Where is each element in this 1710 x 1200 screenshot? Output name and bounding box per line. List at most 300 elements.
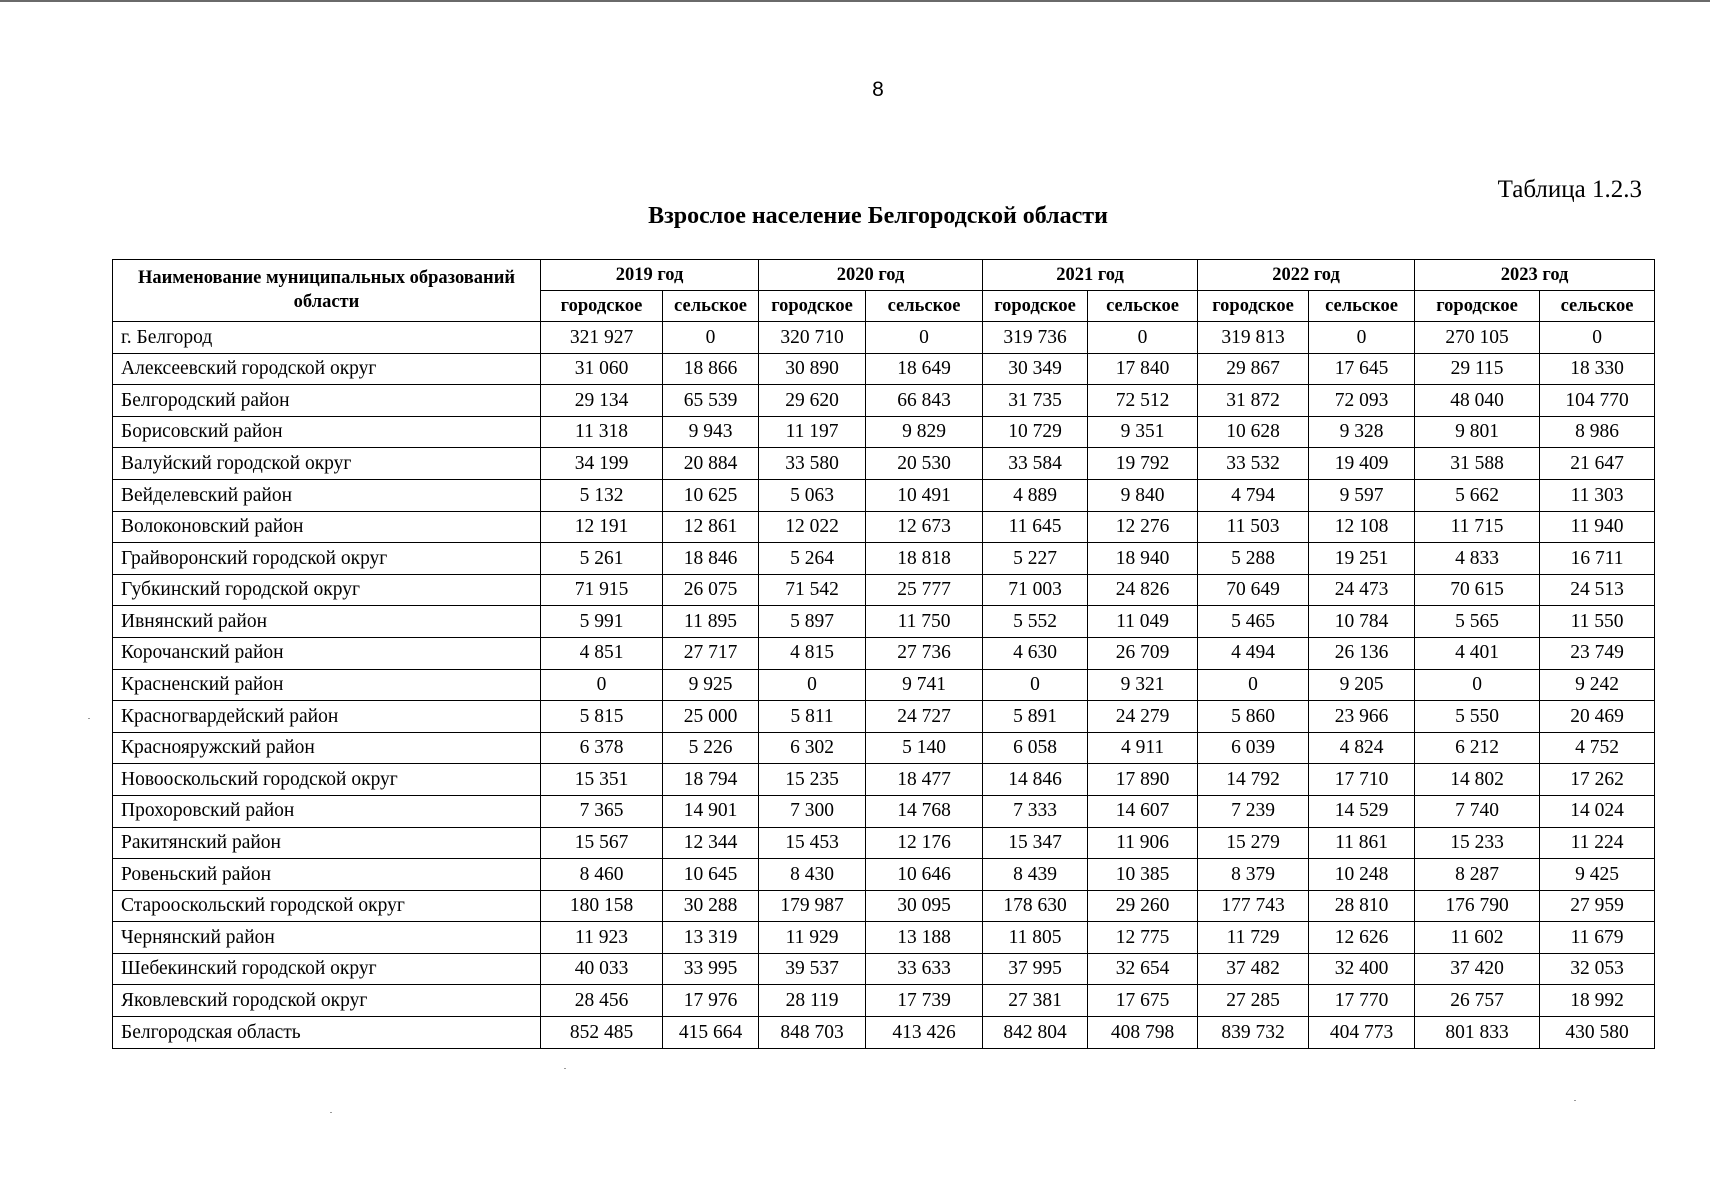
urban-value-cell: 9 801 <box>1415 416 1540 448</box>
rural-value-cell: 0 <box>1088 322 1198 354</box>
rural-value-cell: 12 861 <box>663 511 759 543</box>
rural-value-cell: 9 328 <box>1309 416 1415 448</box>
rural-value-cell: 11 303 <box>1540 479 1655 511</box>
rural-value-cell: 14 529 <box>1309 795 1415 827</box>
rural-value-cell: 18 794 <box>663 764 759 796</box>
table-row <box>113 701 1655 733</box>
table-row <box>113 322 1655 354</box>
urban-value-cell: 6 378 <box>541 732 663 764</box>
rural-value-cell: 17 645 <box>1309 353 1415 385</box>
rural-value-cell: 18 992 <box>1540 985 1655 1017</box>
urban-value-cell: 5 261 <box>541 543 663 575</box>
rural-value-cell: 26 136 <box>1309 637 1415 669</box>
urban-value-cell: 27 285 <box>1198 985 1309 1017</box>
rural-value-cell: 11 224 <box>1540 827 1655 859</box>
rural-value-cell: 17 675 <box>1088 985 1198 1017</box>
rural-value-cell: 19 409 <box>1309 448 1415 480</box>
urban-value-cell: 4 833 <box>1415 543 1540 575</box>
urban-value-cell: 5 264 <box>759 543 866 575</box>
table-row <box>113 764 1655 796</box>
urban-value-cell: 848 703 <box>759 1017 866 1049</box>
urban-value-cell: 5 860 <box>1198 701 1309 733</box>
column-header-urban: городское <box>983 291 1088 322</box>
urban-value-cell: 8 430 <box>759 859 866 891</box>
urban-value-cell: 852 485 <box>541 1017 663 1049</box>
urban-value-cell: 11 645 <box>983 511 1088 543</box>
urban-value-cell: 33 580 <box>759 448 866 480</box>
urban-value-cell: 5 063 <box>759 479 866 511</box>
rural-value-cell: 65 539 <box>663 385 759 417</box>
urban-value-cell: 0 <box>541 669 663 701</box>
rural-value-cell: 33 995 <box>663 953 759 985</box>
urban-value-cell: 0 <box>759 669 866 701</box>
page-number: 8 <box>872 78 884 101</box>
rural-value-cell: 10 625 <box>663 479 759 511</box>
rural-value-cell: 9 597 <box>1309 479 1415 511</box>
urban-value-cell: 5 897 <box>759 606 866 638</box>
urban-value-cell: 319 813 <box>1198 322 1309 354</box>
rural-value-cell: 11 750 <box>866 606 983 638</box>
rural-value-cell: 30 095 <box>866 890 983 922</box>
rural-value-cell: 14 901 <box>663 795 759 827</box>
municipality-name-cell: Краснояружский район <box>113 732 541 764</box>
rural-value-cell: 23 966 <box>1309 701 1415 733</box>
rural-value-cell: 17 710 <box>1309 764 1415 796</box>
urban-value-cell: 37 420 <box>1415 953 1540 985</box>
rural-value-cell: 9 205 <box>1309 669 1415 701</box>
rural-value-cell: 24 826 <box>1088 574 1198 606</box>
rural-value-cell: 27 736 <box>866 637 983 669</box>
urban-value-cell: 5 662 <box>1415 479 1540 511</box>
urban-value-cell: 29 134 <box>541 385 663 417</box>
urban-value-cell: 15 351 <box>541 764 663 796</box>
rural-value-cell: 24 513 <box>1540 574 1655 606</box>
rural-value-cell: 18 940 <box>1088 543 1198 575</box>
rural-value-cell: 11 940 <box>1540 511 1655 543</box>
rural-value-cell: 10 646 <box>866 859 983 891</box>
rural-value-cell: 9 242 <box>1540 669 1655 701</box>
rural-value-cell: 17 840 <box>1088 353 1198 385</box>
rural-value-cell: 9 840 <box>1088 479 1198 511</box>
urban-value-cell: 4 494 <box>1198 637 1309 669</box>
urban-value-cell: 27 381 <box>983 985 1088 1017</box>
rural-value-cell: 17 739 <box>866 985 983 1017</box>
urban-value-cell: 37 482 <box>1198 953 1309 985</box>
rural-value-cell: 404 773 <box>1309 1017 1415 1049</box>
rural-value-cell: 17 890 <box>1088 764 1198 796</box>
rural-value-cell: 72 512 <box>1088 385 1198 417</box>
rural-value-cell: 18 477 <box>866 764 983 796</box>
urban-value-cell: 11 715 <box>1415 511 1540 543</box>
urban-value-cell: 7 365 <box>541 795 663 827</box>
municipality-name-cell: Старооскольский городской округ <box>113 890 541 922</box>
urban-value-cell: 31 735 <box>983 385 1088 417</box>
rural-value-cell: 18 846 <box>663 543 759 575</box>
urban-value-cell: 5 550 <box>1415 701 1540 733</box>
urban-value-cell: 71 542 <box>759 574 866 606</box>
municipality-name-cell: Борисовский район <box>113 416 541 448</box>
urban-value-cell: 321 927 <box>541 322 663 354</box>
column-header-rural: сельское <box>1309 291 1415 322</box>
urban-value-cell: 11 729 <box>1198 922 1309 954</box>
municipality-name-cell: Яковлевский городской округ <box>113 985 541 1017</box>
urban-value-cell: 8 379 <box>1198 859 1309 891</box>
table-row <box>113 732 1655 764</box>
column-header-year: 2019 год <box>541 260 759 291</box>
urban-value-cell: 12 191 <box>541 511 663 543</box>
rural-value-cell: 104 770 <box>1540 385 1655 417</box>
rural-value-cell: 12 276 <box>1088 511 1198 543</box>
rural-value-cell: 0 <box>663 322 759 354</box>
urban-value-cell: 177 743 <box>1198 890 1309 922</box>
municipality-name-cell: Волоконовский район <box>113 511 541 543</box>
urban-value-cell: 5 552 <box>983 606 1088 638</box>
rural-value-cell: 17 976 <box>663 985 759 1017</box>
scan-speck <box>88 718 90 719</box>
urban-value-cell: 801 833 <box>1415 1017 1540 1049</box>
table-label: Таблица 1.2.3 <box>1497 176 1642 203</box>
table-row <box>113 448 1655 480</box>
rural-value-cell: 413 426 <box>866 1017 983 1049</box>
urban-value-cell: 6 058 <box>983 732 1088 764</box>
column-header-urban: городское <box>541 291 663 322</box>
rural-value-cell: 9 321 <box>1088 669 1198 701</box>
urban-value-cell: 180 158 <box>541 890 663 922</box>
urban-value-cell: 8 439 <box>983 859 1088 891</box>
urban-value-cell: 0 <box>1198 669 1309 701</box>
municipality-name-cell: Новооскольский городской округ <box>113 764 541 796</box>
urban-value-cell: 6 212 <box>1415 732 1540 764</box>
urban-value-cell: 5 465 <box>1198 606 1309 638</box>
rural-value-cell: 17 770 <box>1309 985 1415 1017</box>
urban-value-cell: 39 537 <box>759 953 866 985</box>
municipality-name-cell: Прохоровский район <box>113 795 541 827</box>
table-title: Взрослое население Белгородской области <box>648 203 1108 229</box>
urban-value-cell: 31 588 <box>1415 448 1540 480</box>
urban-value-cell: 14 846 <box>983 764 1088 796</box>
municipality-name-cell: Чернянский район <box>113 922 541 954</box>
table-row <box>113 985 1655 1017</box>
urban-value-cell: 179 987 <box>759 890 866 922</box>
table-row <box>113 574 1655 606</box>
urban-value-cell: 28 119 <box>759 985 866 1017</box>
rural-value-cell: 24 727 <box>866 701 983 733</box>
rural-value-cell: 23 749 <box>1540 637 1655 669</box>
rural-value-cell: 0 <box>866 322 983 354</box>
table-row <box>113 479 1655 511</box>
urban-value-cell: 14 792 <box>1198 764 1309 796</box>
urban-value-cell: 11 503 <box>1198 511 1309 543</box>
urban-value-cell: 31 060 <box>541 353 663 385</box>
urban-value-cell: 6 302 <box>759 732 866 764</box>
scan-speck <box>564 1068 566 1069</box>
municipality-name-cell: Белгородская область <box>113 1017 541 1049</box>
rural-value-cell: 72 093 <box>1309 385 1415 417</box>
urban-value-cell: 29 620 <box>759 385 866 417</box>
urban-value-cell: 4 401 <box>1415 637 1540 669</box>
municipality-name-cell: г. Белгород <box>113 322 541 354</box>
rural-value-cell: 10 385 <box>1088 859 1198 891</box>
urban-value-cell: 11 923 <box>541 922 663 954</box>
urban-value-cell: 33 584 <box>983 448 1088 480</box>
urban-value-cell: 0 <box>983 669 1088 701</box>
scan-speck <box>1574 1100 1576 1101</box>
rural-value-cell: 14 024 <box>1540 795 1655 827</box>
rural-value-cell: 14 768 <box>866 795 983 827</box>
urban-value-cell: 842 804 <box>983 1017 1088 1049</box>
table-row <box>113 922 1655 954</box>
rural-value-cell: 12 673 <box>866 511 983 543</box>
urban-value-cell: 10 628 <box>1198 416 1309 448</box>
urban-value-cell: 270 105 <box>1415 322 1540 354</box>
rural-value-cell: 10 645 <box>663 859 759 891</box>
header-row-years <box>113 260 1655 291</box>
column-header-rural: сельское <box>1540 291 1655 322</box>
urban-value-cell: 5 288 <box>1198 543 1309 575</box>
municipality-name-cell: Красногвардейский район <box>113 701 541 733</box>
urban-value-cell: 8 287 <box>1415 859 1540 891</box>
rural-value-cell: 9 943 <box>663 416 759 448</box>
rural-value-cell: 24 279 <box>1088 701 1198 733</box>
urban-value-cell: 30 890 <box>759 353 866 385</box>
municipality-name-cell: Грайворонский городской округ <box>113 543 541 575</box>
column-header-rural: сельское <box>663 291 759 322</box>
urban-value-cell: 30 349 <box>983 353 1088 385</box>
column-header-rural: сельское <box>1088 291 1198 322</box>
rural-value-cell: 20 530 <box>866 448 983 480</box>
rural-value-cell: 0 <box>1309 322 1415 354</box>
urban-value-cell: 5 991 <box>541 606 663 638</box>
column-header-urban: городское <box>759 291 866 322</box>
rural-value-cell: 11 049 <box>1088 606 1198 638</box>
municipality-name-cell: Красненский район <box>113 669 541 701</box>
urban-value-cell: 4 889 <box>983 479 1088 511</box>
rural-value-cell: 16 711 <box>1540 543 1655 575</box>
rural-value-cell: 32 053 <box>1540 953 1655 985</box>
municipality-name-cell: Вейделевский район <box>113 479 541 511</box>
rural-value-cell: 9 425 <box>1540 859 1655 891</box>
rural-value-cell: 19 792 <box>1088 448 1198 480</box>
urban-value-cell: 15 279 <box>1198 827 1309 859</box>
rural-value-cell: 26 075 <box>663 574 759 606</box>
urban-value-cell: 11 805 <box>983 922 1088 954</box>
urban-value-cell: 5 227 <box>983 543 1088 575</box>
column-header-rural: сельское <box>866 291 983 322</box>
urban-value-cell: 5 811 <box>759 701 866 733</box>
urban-value-cell: 5 565 <box>1415 606 1540 638</box>
rural-value-cell: 408 798 <box>1088 1017 1198 1049</box>
rural-value-cell: 11 861 <box>1309 827 1415 859</box>
table-row <box>113 385 1655 417</box>
rural-value-cell: 11 906 <box>1088 827 1198 859</box>
column-header-year: 2020 год <box>759 260 983 291</box>
rural-value-cell: 5 140 <box>866 732 983 764</box>
column-header-year: 2021 год <box>983 260 1198 291</box>
rural-value-cell: 13 188 <box>866 922 983 954</box>
rural-value-cell: 33 633 <box>866 953 983 985</box>
municipality-name-cell: Ровеньский район <box>113 859 541 891</box>
urban-value-cell: 26 757 <box>1415 985 1540 1017</box>
urban-value-cell: 15 453 <box>759 827 866 859</box>
urban-value-cell: 11 318 <box>541 416 663 448</box>
table-row <box>113 606 1655 638</box>
column-header-name: Наименование муниципальных образований области <box>113 260 541 322</box>
rural-value-cell: 12 344 <box>663 827 759 859</box>
urban-value-cell: 14 802 <box>1415 764 1540 796</box>
urban-value-cell: 8 460 <box>541 859 663 891</box>
urban-value-cell: 37 995 <box>983 953 1088 985</box>
rural-value-cell: 9 741 <box>866 669 983 701</box>
urban-value-cell: 48 040 <box>1415 385 1540 417</box>
urban-value-cell: 29 867 <box>1198 353 1309 385</box>
urban-value-cell: 178 630 <box>983 890 1088 922</box>
rural-value-cell: 21 647 <box>1540 448 1655 480</box>
population-table <box>112 259 1655 1049</box>
urban-value-cell: 15 235 <box>759 764 866 796</box>
municipality-name-cell: Алексеевский городской округ <box>113 353 541 385</box>
rural-value-cell: 66 843 <box>866 385 983 417</box>
urban-value-cell: 71 003 <box>983 574 1088 606</box>
table-body <box>113 322 1655 1049</box>
urban-value-cell: 70 649 <box>1198 574 1309 606</box>
column-header-urban: городское <box>1415 291 1540 322</box>
urban-value-cell: 4 815 <box>759 637 866 669</box>
municipality-name-cell: Ракитянский район <box>113 827 541 859</box>
rural-value-cell: 0 <box>1540 322 1655 354</box>
urban-value-cell: 5 815 <box>541 701 663 733</box>
urban-value-cell: 7 740 <box>1415 795 1540 827</box>
urban-value-cell: 319 736 <box>983 322 1088 354</box>
rural-value-cell: 13 319 <box>663 922 759 954</box>
urban-value-cell: 11 929 <box>759 922 866 954</box>
municipality-name-cell: Шебекинский городской округ <box>113 953 541 985</box>
rural-value-cell: 4 824 <box>1309 732 1415 764</box>
column-header-urban: городское <box>1198 291 1309 322</box>
rural-value-cell: 18 866 <box>663 353 759 385</box>
rural-value-cell: 9 829 <box>866 416 983 448</box>
table-row <box>113 353 1655 385</box>
rural-value-cell: 28 810 <box>1309 890 1415 922</box>
rural-value-cell: 12 108 <box>1309 511 1415 543</box>
urban-value-cell: 29 115 <box>1415 353 1540 385</box>
urban-value-cell: 10 729 <box>983 416 1088 448</box>
urban-value-cell: 4 630 <box>983 637 1088 669</box>
column-header-year: 2022 год <box>1198 260 1415 291</box>
urban-value-cell: 33 532 <box>1198 448 1309 480</box>
municipality-name-cell: Корочанский район <box>113 637 541 669</box>
urban-value-cell: 7 300 <box>759 795 866 827</box>
municipality-name-cell: Ивнянский район <box>113 606 541 638</box>
rural-value-cell: 11 895 <box>663 606 759 638</box>
rural-value-cell: 32 400 <box>1309 953 1415 985</box>
rural-value-cell: 415 664 <box>663 1017 759 1049</box>
rural-value-cell: 24 473 <box>1309 574 1415 606</box>
urban-value-cell: 11 197 <box>759 416 866 448</box>
rural-value-cell: 20 469 <box>1540 701 1655 733</box>
urban-value-cell: 15 233 <box>1415 827 1540 859</box>
rural-value-cell: 19 251 <box>1309 543 1415 575</box>
urban-value-cell: 40 033 <box>541 953 663 985</box>
urban-value-cell: 15 567 <box>541 827 663 859</box>
table-row <box>113 543 1655 575</box>
rural-value-cell: 32 654 <box>1088 953 1198 985</box>
rural-value-cell: 10 491 <box>866 479 983 511</box>
urban-value-cell: 0 <box>1415 669 1540 701</box>
urban-value-cell: 7 239 <box>1198 795 1309 827</box>
table-row <box>113 1017 1655 1049</box>
table-row <box>113 669 1655 701</box>
table-row <box>113 827 1655 859</box>
urban-value-cell: 28 456 <box>541 985 663 1017</box>
table-row <box>113 795 1655 827</box>
rural-value-cell: 18 818 <box>866 543 983 575</box>
rural-value-cell: 9 925 <box>663 669 759 701</box>
rural-value-cell: 9 351 <box>1088 416 1198 448</box>
column-header-year: 2023 год <box>1415 260 1655 291</box>
municipality-name-cell: Губкинский городской округ <box>113 574 541 606</box>
rural-value-cell: 12 626 <box>1309 922 1415 954</box>
urban-value-cell: 176 790 <box>1415 890 1540 922</box>
table-row <box>113 859 1655 891</box>
rural-value-cell: 20 884 <box>663 448 759 480</box>
urban-value-cell: 6 039 <box>1198 732 1309 764</box>
rural-value-cell: 25 000 <box>663 701 759 733</box>
rural-value-cell: 4 911 <box>1088 732 1198 764</box>
urban-value-cell: 70 615 <box>1415 574 1540 606</box>
urban-value-cell: 7 333 <box>983 795 1088 827</box>
urban-value-cell: 5 891 <box>983 701 1088 733</box>
rural-value-cell: 30 288 <box>663 890 759 922</box>
urban-value-cell: 12 022 <box>759 511 866 543</box>
rural-value-cell: 5 226 <box>663 732 759 764</box>
urban-value-cell: 320 710 <box>759 322 866 354</box>
urban-value-cell: 4 794 <box>1198 479 1309 511</box>
rural-value-cell: 18 330 <box>1540 353 1655 385</box>
rural-value-cell: 4 752 <box>1540 732 1655 764</box>
rural-value-cell: 12 176 <box>866 827 983 859</box>
rural-value-cell: 27 959 <box>1540 890 1655 922</box>
rural-value-cell: 11 550 <box>1540 606 1655 638</box>
scan-speck <box>330 1112 332 1113</box>
rural-value-cell: 18 649 <box>866 353 983 385</box>
rural-value-cell: 430 580 <box>1540 1017 1655 1049</box>
urban-value-cell: 34 199 <box>541 448 663 480</box>
rural-value-cell: 12 775 <box>1088 922 1198 954</box>
urban-value-cell: 71 915 <box>541 574 663 606</box>
rural-value-cell: 17 262 <box>1540 764 1655 796</box>
urban-value-cell: 31 872 <box>1198 385 1309 417</box>
urban-value-cell: 4 851 <box>541 637 663 669</box>
scan-edge-line <box>0 0 1710 2</box>
urban-value-cell: 11 602 <box>1415 922 1540 954</box>
rural-value-cell: 29 260 <box>1088 890 1198 922</box>
urban-value-cell: 15 347 <box>983 827 1088 859</box>
municipality-name-cell: Белгородский район <box>113 385 541 417</box>
rural-value-cell: 25 777 <box>866 574 983 606</box>
table-row <box>113 637 1655 669</box>
table-row <box>113 953 1655 985</box>
table-row <box>113 890 1655 922</box>
urban-value-cell: 839 732 <box>1198 1017 1309 1049</box>
rural-value-cell: 10 784 <box>1309 606 1415 638</box>
table-row <box>113 416 1655 448</box>
rural-value-cell: 14 607 <box>1088 795 1198 827</box>
rural-value-cell: 11 679 <box>1540 922 1655 954</box>
urban-value-cell: 5 132 <box>541 479 663 511</box>
rural-value-cell: 27 717 <box>663 637 759 669</box>
rural-value-cell: 8 986 <box>1540 416 1655 448</box>
rural-value-cell: 10 248 <box>1309 859 1415 891</box>
